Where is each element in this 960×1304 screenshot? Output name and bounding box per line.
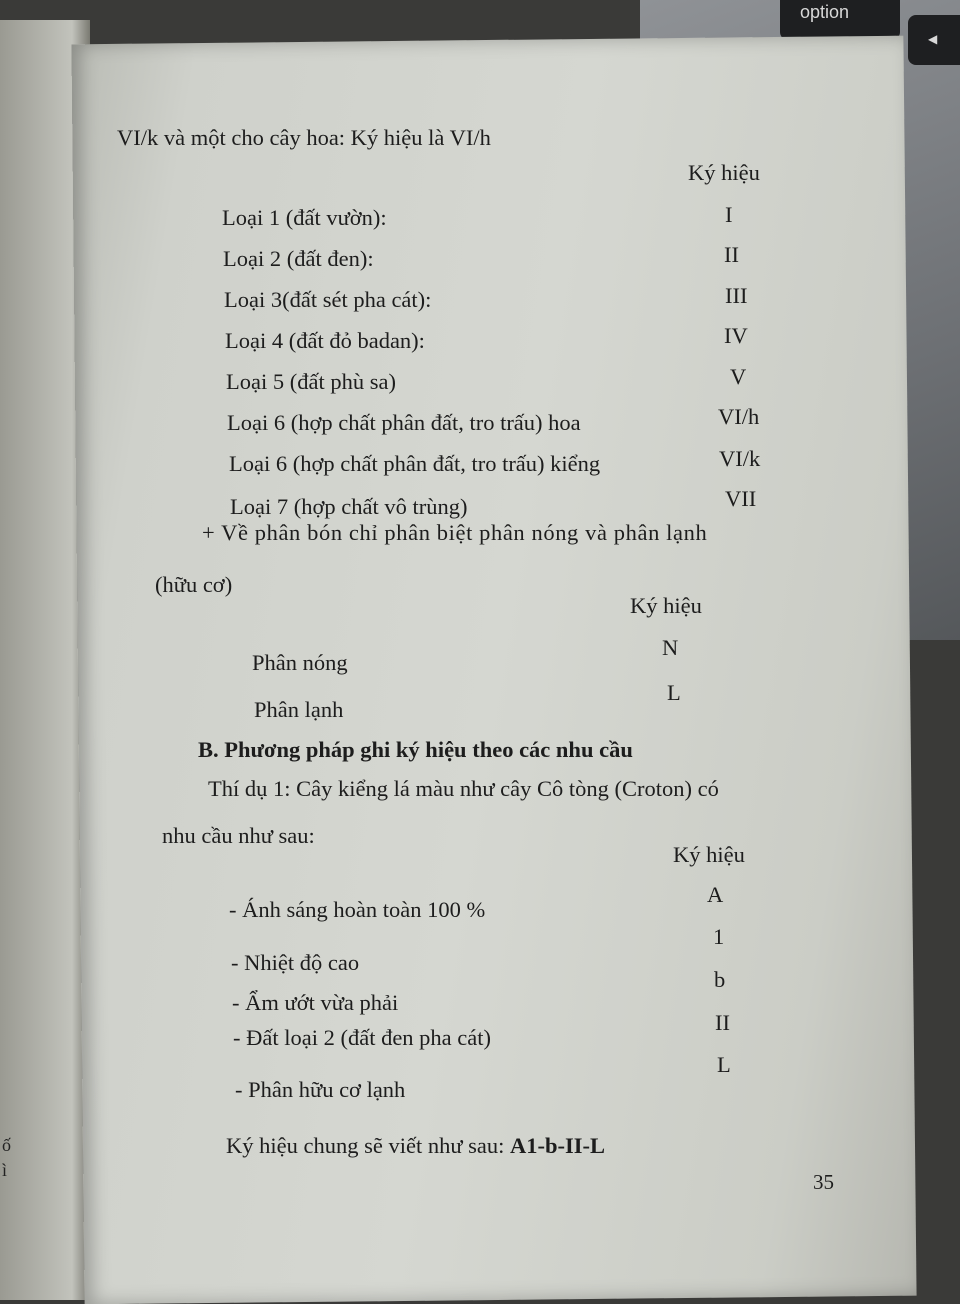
- soil-type-label: Loại 1 (đất vườn):: [222, 205, 387, 230]
- need-symbol: II: [715, 1010, 730, 1035]
- soil-type-symbol: VII: [725, 486, 757, 511]
- need-label: - Nhiệt độ cao: [231, 950, 360, 975]
- fertilizer-label: Phân nóng: [252, 650, 348, 675]
- summary-prefix: Ký hiệu chung sẽ viết như sau:: [226, 1133, 511, 1158]
- need-symbol: A: [707, 882, 724, 907]
- need-symbol: 1: [713, 924, 725, 949]
- fertilizer-symbol: N: [662, 635, 679, 660]
- soil-type-symbol: V: [730, 364, 747, 389]
- soil-type-symbol: IV: [724, 323, 748, 348]
- need-label: - Đất loại 2 (đất đen pha cát): [233, 1025, 492, 1050]
- soil-type-label: Loại 6 (hợp chất phân đất, tro trấu) kiểng: [229, 451, 601, 476]
- example-line: Thí dụ 1: Cây kiểng lá màu như cây Cô tòng (Croton) có: [208, 776, 719, 801]
- soil-symbol-header: Ký hiệu: [688, 160, 760, 185]
- need-label: - Ánh sáng hoàn toàn 100 %: [229, 897, 486, 922]
- fertilizer-symbol-header: Ký hiệu: [630, 593, 702, 618]
- needs-symbol-header: Ký hiệu: [673, 842, 745, 867]
- need-symbol: L: [717, 1052, 731, 1077]
- left-page-fragment: ì: [2, 1160, 8, 1180]
- fertilizer-symbol: L: [667, 680, 681, 705]
- fertilizer-line: (hữu cơ): [155, 572, 233, 597]
- need-label: - Phân hữu cơ lạnh: [235, 1077, 406, 1102]
- soil-type-symbol: I: [725, 202, 733, 227]
- section-heading: B. Phương pháp ghi ký hiệu theo các nhu cầu: [198, 737, 633, 762]
- left-arrow-icon: ◀: [928, 32, 938, 46]
- book-page: [71, 36, 916, 1304]
- soil-type-symbol: VI/h: [718, 404, 760, 429]
- soil-type-symbol: VI/k: [719, 446, 761, 471]
- example-line: nhu cầu như sau:: [162, 823, 315, 848]
- need-label: - Ẩm ướt vừa phải: [232, 990, 399, 1015]
- summary-line: [226, 1133, 605, 1159]
- option-key-label: option: [800, 2, 850, 22]
- soil-type-label: Loại 2 (đất đen):: [223, 246, 374, 271]
- soil-type-label: Loại 6 (hợp chất phân đất, tro trấu) hoa: [227, 410, 581, 435]
- need-symbol: b: [714, 967, 726, 992]
- fertilizer-label: Phân lạnh: [254, 697, 344, 722]
- summary-code: A1-b-II-L: [510, 1133, 606, 1158]
- left-page-fragment: ố: [2, 1135, 11, 1155]
- soil-type-label: Loại 4 (đất đỏ badan):: [225, 328, 425, 353]
- soil-type-label: Loại 5 (đất phù sa): [226, 369, 396, 394]
- soil-type-symbol: III: [725, 283, 748, 308]
- soil-type-symbol: II: [724, 242, 739, 267]
- soil-type-label: Loại 3(đất sét pha cát):: [224, 287, 432, 312]
- fertilizer-line: + Về phân bón chỉ phân biệt phân nóng và phân lạnh: [202, 520, 708, 545]
- page-number: 35: [813, 1170, 834, 1194]
- soil-type-label: Loại 7 (hợp chất vô trùng): [230, 494, 468, 519]
- intro-line: VI/k và một cho cây hoa: Ký hiệu là VI/h: [117, 125, 491, 150]
